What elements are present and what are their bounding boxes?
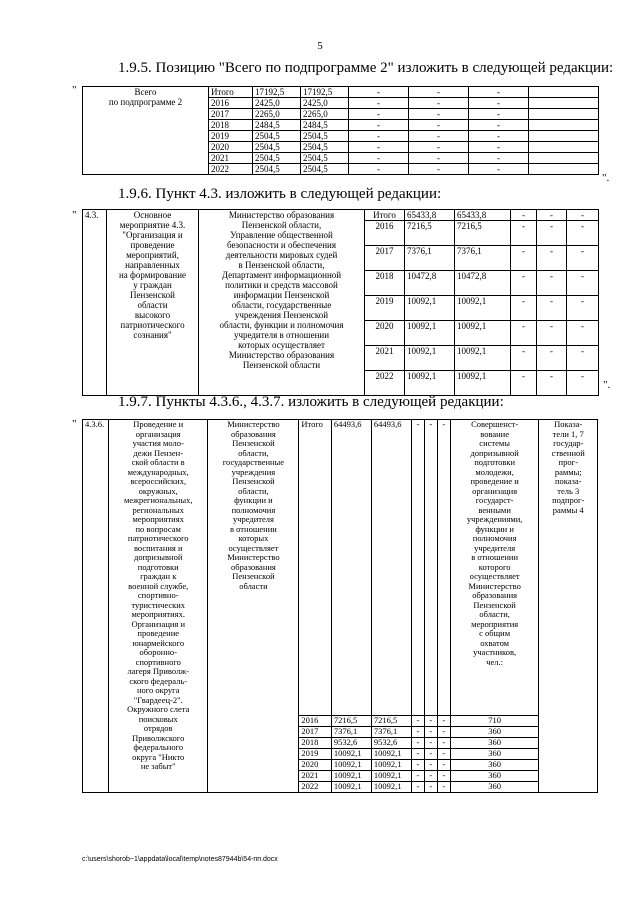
source-2-cell: - (349, 109, 409, 120)
year-cell: Итого (209, 87, 253, 98)
result-description: Совершенст- вование системы допризывной подготовки молодежи, проведение и организация государст- венными учреждениями, функции и полномочия учредителя в отношении которого осуществляет Министерство образования Пензенской области, мероприятия с общим охватом участников, чел.: (450, 420, 539, 716)
year-cell: 2020 (209, 142, 253, 153)
source-2-cell: - (349, 131, 409, 142)
total-cell: 7216,5 (331, 716, 371, 727)
source-3-cell: - (424, 727, 437, 738)
year-cell: Итого (365, 210, 405, 221)
source-2-cell: - (411, 420, 424, 716)
year-cell: 2022 (365, 371, 405, 396)
total-cell: 65433,8 (405, 210, 455, 221)
total-cell: 10092,1 (405, 346, 455, 371)
year-cell: 2016 (299, 716, 331, 727)
source-2-cell: - (349, 153, 409, 164)
total-cell: 7376,1 (331, 727, 371, 738)
year-cell: 2017 (365, 246, 405, 271)
total-cell: 10472,8 (405, 271, 455, 296)
participants-cell: 360 (450, 771, 539, 782)
source-1-cell: 65433,8 (455, 210, 511, 221)
source-2-cell: - (511, 321, 537, 346)
source-2-cell: - (511, 271, 537, 296)
source-2-cell: - (411, 749, 424, 760)
year-cell: 2018 (209, 120, 253, 131)
source-2-cell: - (511, 346, 537, 371)
source-3-cell: - (424, 749, 437, 760)
source-2-cell: - (411, 760, 424, 771)
year-cell: 2021 (209, 153, 253, 164)
source-1-cell: 10092,1 (455, 371, 511, 396)
source-4-cell: - (567, 210, 599, 221)
year-cell: 2017 (209, 109, 253, 120)
source-2-cell: - (411, 771, 424, 782)
source-4-cell: - (567, 371, 599, 396)
section-1-close-quote: ". (602, 172, 610, 184)
source-4-cell: - (469, 98, 529, 109)
source-3-cell: - (424, 760, 437, 771)
section-1-table (82, 86, 599, 175)
source-2-cell: - (511, 296, 537, 321)
source-1-cell: 2484,5 (301, 120, 349, 131)
source-3-cell: - (537, 271, 567, 296)
source-4-cell: - (567, 246, 599, 271)
section-2-table (82, 209, 599, 396)
source-4-cell: - (567, 346, 599, 371)
source-1-cell: 10092,1 (371, 771, 411, 782)
total-cell: 10092,1 (331, 782, 371, 793)
source-3-cell: - (424, 782, 437, 793)
source-2-cell: - (511, 210, 537, 221)
source-3-cell: - (409, 87, 469, 98)
year-cell: 2018 (365, 271, 405, 296)
total-cell: 10092,1 (405, 371, 455, 396)
participants-cell: 360 (450, 738, 539, 749)
item-number: 4.3. (83, 210, 107, 396)
source-1-cell: 2504,5 (301, 131, 349, 142)
source-4-cell: - (469, 131, 529, 142)
source-2-cell: - (511, 221, 537, 246)
year-cell: Итого (299, 420, 331, 716)
file-path-footer: c:\users\shorob~1\appdata\local\temp\notes87944b\54-пп.docx (82, 856, 278, 863)
source-2-cell: - (349, 98, 409, 109)
section-2-close-quote: ". (603, 379, 611, 391)
source-2-cell: - (349, 142, 409, 153)
source-4-cell: - (567, 321, 599, 346)
source-4-cell: - (567, 296, 599, 321)
section-1-heading: 1.9.5. Позицию "Всего по подпрограмме 2" изложить в следующей редакции: (118, 60, 614, 76)
section-2-heading: 1.9.6. Пункт 4.3. изложить в следующей редакции: (118, 186, 442, 202)
source-4-cell: - (469, 153, 529, 164)
year-cell: 2019 (299, 749, 331, 760)
source-4-cell: - (437, 738, 450, 749)
total-cell: 2504,5 (253, 164, 301, 175)
indicator-description: Показа- тели 1, 7 государ- ственной прог- раммы; показа- тель 3 подпрог- раммы 4 (539, 420, 598, 793)
total-cell: 2504,5 (253, 131, 301, 142)
year-cell: 2017 (299, 727, 331, 738)
total-cell: 10092,1 (331, 749, 371, 760)
total-cell: 2484,5 (253, 120, 301, 131)
source-1-cell: 10092,1 (371, 749, 411, 760)
source-3-cell: - (409, 142, 469, 153)
total-cell: 10092,1 (405, 296, 455, 321)
source-2-cell: - (349, 164, 409, 175)
section-3-open-quote: " (72, 418, 77, 430)
source-3-cell: - (424, 771, 437, 782)
source-2-cell: - (349, 120, 409, 131)
total-cell: 2425,0 (253, 98, 301, 109)
source-1-cell: 2504,5 (301, 153, 349, 164)
item-number: 4.3.6. (83, 420, 109, 793)
total-cell: 9532,6 (331, 738, 371, 749)
total-cell: 10092,1 (331, 760, 371, 771)
event-description: Проведение и организация участия моло- дежи Пензен- ской области в международных, всероссийских, окружных, межрегиональных, региональных мероприятиях по вопросам патриотического воспитания и допризывной подготовки граждан к военной службе, спортивно- туристических мероприятиях. Организация и проведение юнармейского оборонно- спортивного лагеря Приволж- ского федераль- ного округа "Гвардеец-2". Окружного слета поисковых отрядов Приволжского федерального округа "Никто не забыт" (108, 420, 208, 793)
source-3-cell: - (409, 98, 469, 109)
source-2-cell: - (349, 87, 409, 98)
source-3-cell: - (409, 131, 469, 142)
year-cell: 2016 (209, 98, 253, 109)
source-1-cell: 10092,1 (455, 346, 511, 371)
empty-cell (529, 120, 599, 131)
source-3-cell: - (424, 716, 437, 727)
participants-cell: 360 (450, 760, 539, 771)
section-1-open-quote: " (72, 84, 77, 96)
year-cell: 2021 (299, 771, 331, 782)
year-cell: 2018 (299, 738, 331, 749)
source-3-cell: - (537, 296, 567, 321)
source-4-cell: - (437, 727, 450, 738)
empty-cell (529, 153, 599, 164)
source-1-cell: 2265,0 (301, 109, 349, 120)
source-1-cell: 64493,6 (371, 420, 411, 716)
source-3-cell: - (409, 109, 469, 120)
executor-description: Министерство образования Пензенской области, государственные учреждения Пензенской области, функции и полномочия учредителя в отношении которых осуществляет Министерство образования Пензенской области (208, 420, 299, 793)
source-3-cell: - (537, 321, 567, 346)
source-4-cell: - (437, 420, 450, 716)
source-1-cell: 10472,8 (455, 271, 511, 296)
table-row (83, 210, 599, 221)
source-3-cell: - (537, 210, 567, 221)
source-4-cell: - (469, 87, 529, 98)
year-cell: 2022 (299, 782, 331, 793)
source-4-cell: - (469, 142, 529, 153)
source-4-cell: - (437, 771, 450, 782)
source-3-cell: - (424, 738, 437, 749)
source-1-cell: 10092,1 (455, 321, 511, 346)
source-4-cell: - (469, 109, 529, 120)
year-cell: 2021 (365, 346, 405, 371)
source-1-cell: 7376,1 (371, 727, 411, 738)
source-1-cell: 7216,5 (371, 716, 411, 727)
source-4-cell: - (437, 749, 450, 760)
total-cell: 7216,5 (405, 221, 455, 246)
table-row (83, 87, 599, 98)
source-3-cell: - (409, 153, 469, 164)
source-4-cell: - (567, 221, 599, 246)
empty-cell (529, 131, 599, 142)
source-4-cell: - (437, 716, 450, 727)
year-cell: 2022 (209, 164, 253, 175)
empty-cell (529, 164, 599, 175)
source-3-cell: - (409, 120, 469, 131)
year-cell: 2019 (209, 131, 253, 142)
participants-cell: 360 (450, 727, 539, 738)
section-2-open-quote: " (72, 209, 77, 221)
participants-cell: 360 (450, 782, 539, 793)
empty-cell (529, 109, 599, 120)
source-1-cell: 2504,5 (301, 164, 349, 175)
year-cell: 2019 (365, 296, 405, 321)
source-3-cell: - (424, 420, 437, 716)
source-2-cell: - (411, 782, 424, 793)
source-1-cell: 17192,5 (301, 87, 349, 98)
source-3-cell: - (537, 346, 567, 371)
participants-cell: 360 (450, 749, 539, 760)
section-3-heading: 1.9.7. Пункты 4.3.6., 4.3.7. изложить в следующей редакции: (118, 394, 504, 410)
source-1-cell: 2504,5 (301, 142, 349, 153)
total-cell: 10092,1 (331, 771, 371, 782)
total-cell: 64493,6 (331, 420, 371, 716)
event-description: Основное мероприятие 4.3. "Организация и проведение мероприятий, направленных на формирование у граждан Пензенской области высокого патриотического сознания" (107, 210, 199, 396)
source-2-cell: - (511, 246, 537, 271)
source-3-cell: - (537, 371, 567, 396)
total-cell: 2504,5 (253, 142, 301, 153)
source-4-cell: - (469, 164, 529, 175)
empty-cell (529, 87, 599, 98)
source-2-cell: - (411, 738, 424, 749)
total-cell: 17192,5 (253, 87, 301, 98)
source-1-cell: 10092,1 (455, 296, 511, 321)
source-4-cell: - (437, 760, 450, 771)
subprogram-label: Всего по подпрограмме 2 (83, 87, 209, 175)
year-cell: 2020 (365, 321, 405, 346)
source-3-cell: - (537, 221, 567, 246)
participants-cell: 710 (450, 716, 539, 727)
total-cell: 10092,1 (405, 321, 455, 346)
source-1-cell: 7376,1 (455, 246, 511, 271)
source-1-cell: 7216,5 (455, 221, 511, 246)
source-4-cell: - (437, 782, 450, 793)
section-3-table (82, 419, 598, 793)
source-3-cell: - (537, 246, 567, 271)
year-cell: 2020 (299, 760, 331, 771)
source-4-cell: - (469, 120, 529, 131)
total-cell: 7376,1 (405, 246, 455, 271)
source-1-cell: 10092,1 (371, 782, 411, 793)
executor-description: Министерство образования Пензенской области, Управление общественной безопасности и обеспечения деятельности мировых судей в Пензенской области, Департамент информационной политики и средств массовой информации Пензенской области, государственные учреждения Пензенской области, функции и полномочия учредителя в отношении которых осуществляет Министерство образования Пензенской области (199, 210, 365, 396)
source-3-cell: - (409, 164, 469, 175)
page-number: 5 (317, 40, 323, 52)
total-cell: 2504,5 (253, 153, 301, 164)
source-2-cell: - (511, 371, 537, 396)
source-2-cell: - (411, 727, 424, 738)
source-1-cell: 9532,6 (371, 738, 411, 749)
total-cell: 2265,0 (253, 109, 301, 120)
source-2-cell: - (411, 716, 424, 727)
table-row (83, 420, 598, 716)
empty-cell (529, 98, 599, 109)
year-cell: 2016 (365, 221, 405, 246)
source-4-cell: - (567, 271, 599, 296)
source-1-cell: 2425,0 (301, 98, 349, 109)
source-1-cell: 10092,1 (371, 760, 411, 771)
empty-cell (529, 142, 599, 153)
